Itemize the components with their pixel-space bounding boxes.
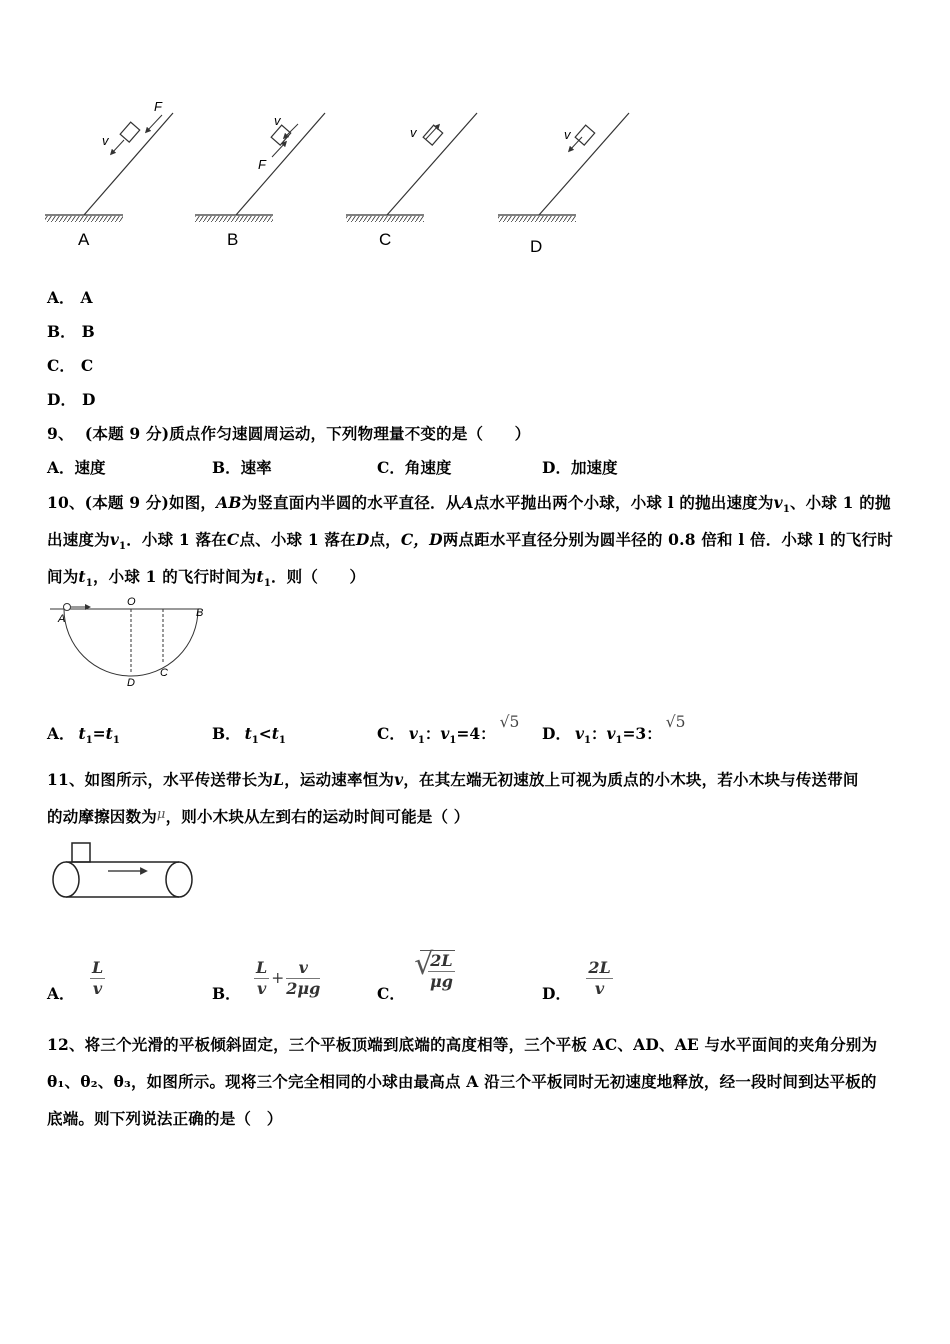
point-c-label: C: [160, 667, 168, 679]
option-text: 角速度: [404, 458, 452, 477]
q9-option-d[interactable]: [542, 456, 617, 478]
velocity-arrow: [570, 137, 582, 150]
option-letter: A．: [47, 458, 75, 477]
q10-option-c[interactable]: C． $v_1$：$v_1=4$：√5: [377, 713, 520, 747]
force-label: F: [258, 157, 266, 172]
q8-figure: [40, 95, 640, 265]
q12-stem-line-1: 12、将三个光滑的平板倾斜固定，三个平板顶端到底端的高度相等，三个平板 AC、AD、AE 与水平面间的夹角分别为: [47, 1035, 878, 1054]
panel-label: C: [379, 230, 392, 249]
q10-option-d[interactable]: D． $v_1$：$v_1=3$：√5: [542, 713, 686, 747]
q11-option-a[interactable]: A． $\frac{L}{v}$: [47, 958, 104, 1003]
q8-option-b[interactable]: [47, 320, 95, 342]
option-letter: A．: [47, 288, 75, 307]
velocity-label: v: [564, 127, 571, 142]
q9-option-c[interactable]: [377, 456, 451, 478]
option-letter: D．: [47, 390, 76, 409]
question-text: (本题 9 分)质点作匀速圆周运动，下列物理量不变的是（ ）: [84, 424, 531, 443]
q10-figure: [50, 595, 220, 690]
panel-label: D: [530, 237, 543, 256]
wood-block: [72, 843, 90, 862]
option-letter: C．: [47, 356, 75, 375]
sqrt-sign: √ $\frac{2L}{\mu g}$: [414, 947, 453, 991]
block: [575, 125, 595, 145]
point-a-label: A: [58, 613, 66, 625]
option-text: 速度: [74, 458, 106, 477]
option-letter: B．: [212, 458, 241, 477]
q10-stem-line-3: 间为$t_1$，小球 1 的飞行时间为$t_1$．则（ ）: [47, 567, 366, 590]
q8-panel-b: [195, 113, 325, 249]
sqrt-5: √5: [665, 713, 686, 731]
force-arrow: [272, 143, 285, 157]
point-o-label: O: [127, 596, 136, 608]
velocity-label: v: [274, 113, 281, 128]
velocity-label: v: [102, 133, 109, 148]
q8-panel-c: [346, 113, 477, 249]
q8-panel-d: [498, 113, 629, 256]
q8-option-d[interactable]: [47, 388, 95, 410]
q10-stem-line-1: 10、(本题 9 分)如图，AB为竖直面内半圆的水平直径．从A点水平抛出两个小球，小球 l 的抛出速度为$v_1$、小球 1 的抛: [47, 493, 891, 516]
block: [271, 125, 291, 145]
velocity-arrow: [112, 140, 124, 153]
q11-conveyor-figure: [50, 840, 195, 902]
question-number: 9、: [47, 424, 74, 443]
q11-stem-line-1: 11、如图所示，水平传送带长为L，运动速率恒为v，在其左端无初速放上可视为质点的小木块，若小木块与传送带间: [47, 770, 859, 789]
q10-option-a[interactable]: A． $t_1=t_1$: [47, 724, 120, 747]
q8-option-a[interactable]: [47, 286, 93, 308]
panel-label: B: [227, 230, 239, 249]
velocity-label: v: [410, 125, 417, 140]
q12-stem-line-2: θ₁、θ₂、θ₃，如图所示。现将三个完全相同的小球由最高点 A 沿三个平板同时无初速度地释放，经一段时间到达平板的: [47, 1072, 877, 1091]
panel-label: A: [78, 230, 90, 249]
block: [120, 122, 140, 142]
q9-stem: [47, 422, 530, 444]
option-text: C: [80, 356, 94, 375]
q8-panel-a: [45, 99, 173, 249]
option-text: A: [80, 288, 93, 307]
point-b-label: B: [196, 607, 204, 619]
block: [423, 125, 443, 145]
q11-option-b[interactable]: B． $\frac{L}{v}$ + $\frac{v}{2\mu g}$: [212, 958, 321, 1003]
left-roller: [53, 862, 79, 897]
q11-option-c[interactable]: C． √ $\frac{2L}{\mu g}$: [377, 947, 453, 1003]
option-letter: B．: [47, 322, 76, 341]
q10-option-b[interactable]: B． $t_1<t_1$: [212, 724, 286, 747]
q9-option-b[interactable]: [212, 456, 272, 478]
sqrt-5: √5: [499, 713, 520, 731]
q9-option-a[interactable]: [47, 456, 106, 478]
q11-option-d[interactable]: D． $\frac{2L}{v}$: [542, 958, 611, 1003]
option-letter: C．: [377, 458, 405, 477]
option-text: 速率: [240, 458, 272, 477]
q12-stem-line-3: 底端。则下列说法正确的是（ ）: [47, 1109, 283, 1128]
option-text: 加速度: [570, 458, 618, 477]
q10-stem-line-2: 出速度为$v_1$．小球 1 落在C点、小球 1 落在D点，C，D两点距水平直径分别为圆半径的 0.8 倍和 l 倍．小球 l 的飞行时: [47, 530, 893, 553]
option-text: B: [81, 322, 95, 341]
option-text: D: [81, 390, 96, 409]
ball: [64, 604, 71, 611]
q8-option-c[interactable]: [47, 354, 93, 376]
q11-stem-line-2: 的动摩擦因数为$^\mu$，则小木块从左到右的运动时间可能是（ ）: [47, 807, 470, 826]
force-label: F: [154, 99, 162, 114]
point-d-label: D: [127, 677, 135, 689]
option-letter: D．: [542, 458, 571, 477]
right-roller: [166, 862, 179, 897]
